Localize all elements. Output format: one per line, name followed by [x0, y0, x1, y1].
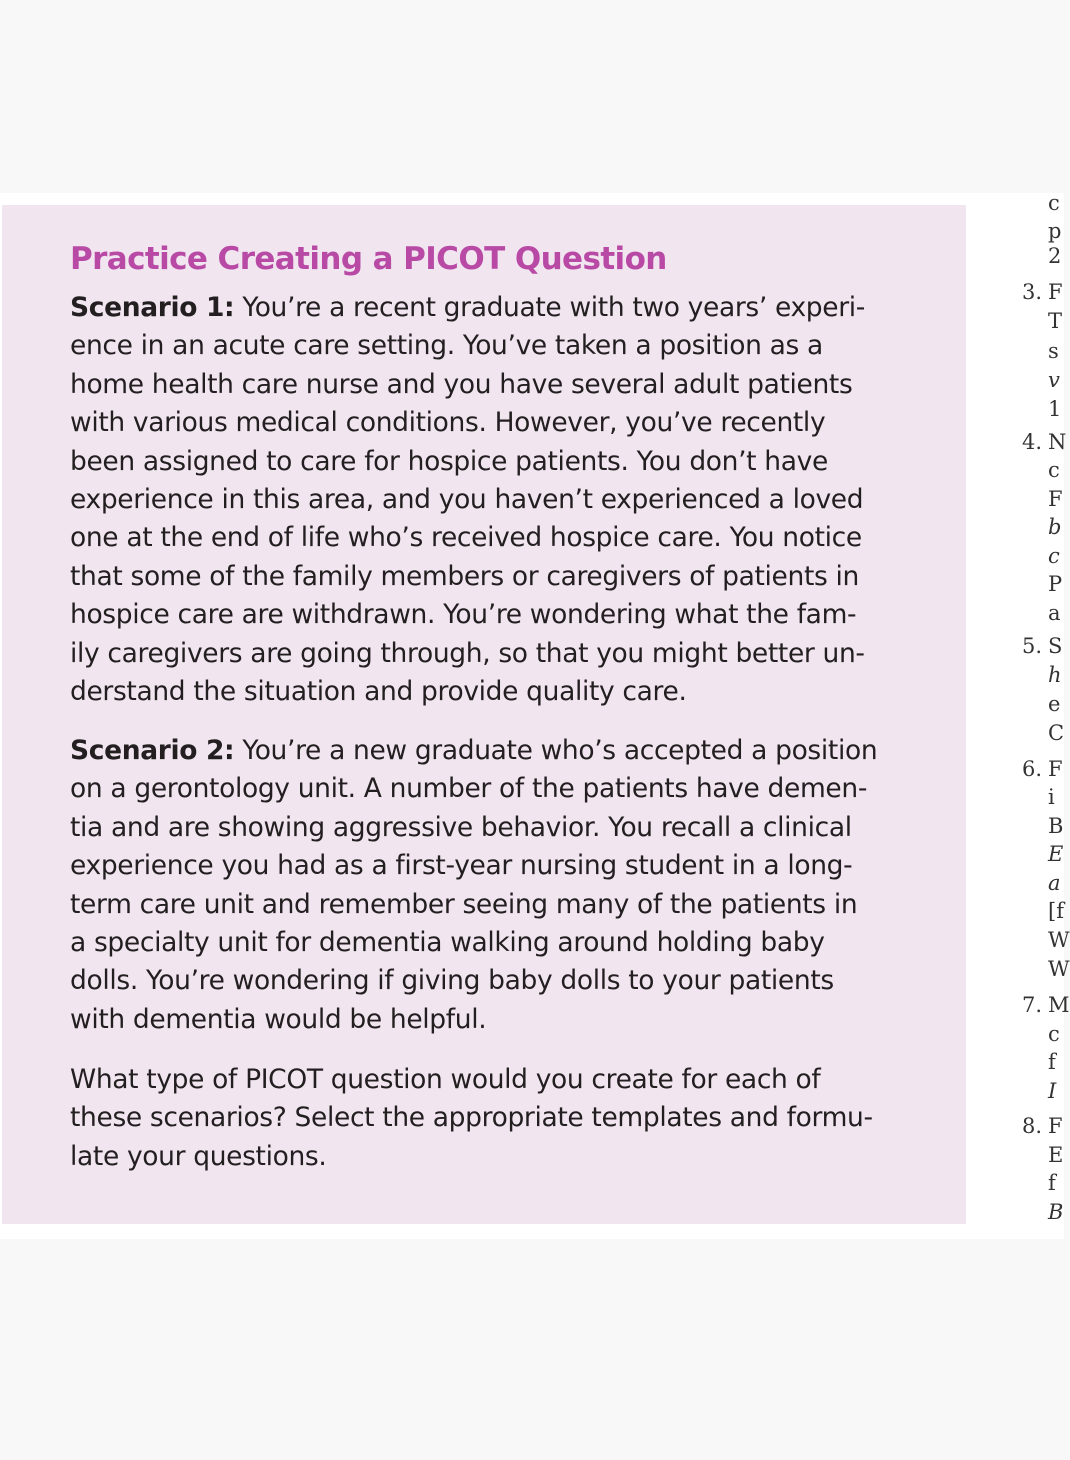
scenario-2-line: tia and are showing aggressive behavior. You recall a clinical [70, 811, 852, 843]
reference-fragment: c [1048, 458, 1060, 482]
question-line: What type of PICOT question would you create for each of [70, 1064, 821, 1095]
reference-fragment: F [1048, 280, 1063, 304]
scenario-1-paragraph [70, 289, 938, 711]
scenario-1-line: hospice care are withdrawn. You’re wondering what the fam- [70, 599, 857, 631]
reference-fragment: I [1048, 1079, 1057, 1103]
reference-number: 8. [1022, 1114, 1043, 1138]
scenario-1-line: ily caregivers are going through, so that you might better un- [70, 637, 865, 669]
reference-fragment: f [1048, 1171, 1056, 1195]
reference-number: 7. [1022, 993, 1043, 1017]
sidebar-title: Practice Creating a PICOT Question [70, 241, 667, 277]
reference-fragment: h [1048, 663, 1062, 687]
reference-fragment: N [1048, 430, 1067, 454]
reference-fragment: W [1048, 928, 1070, 952]
scenario-1-line: experience in this area, and you haven’t experienced a loved [70, 484, 864, 516]
reference-fragment: P [1048, 572, 1063, 596]
reference-number: 5. [1022, 634, 1043, 658]
question-line: late your questions. [70, 1140, 327, 1172]
reference-fragment: F [1048, 1114, 1063, 1138]
book-page [0, 191, 1070, 1239]
reference-list-column [1018, 191, 1070, 1239]
reference-fragment: W [1048, 957, 1070, 981]
reference-fragment: s [1048, 339, 1059, 363]
scenario-1-line: home health care nurse and you have several adult patients [70, 368, 853, 400]
reference-number: 3. [1022, 280, 1043, 304]
reference-fragment: T [1048, 309, 1063, 333]
reference-fragment: E [1048, 842, 1064, 866]
reference-fragment: i [1048, 785, 1055, 809]
reference-fragment: c [1048, 1022, 1060, 1046]
reference-fragment: B [1048, 1200, 1064, 1224]
reference-fragment: C [1048, 721, 1065, 745]
scenario-1-line: You’re a recent graduate with two years’ experi- [242, 292, 865, 323]
reference-fragment: [f [1048, 899, 1064, 923]
reference-fragment: p [1048, 219, 1062, 243]
reference-fragment: S [1048, 634, 1063, 658]
reference-fragment: v [1048, 368, 1060, 392]
reference-fragment: B [1048, 814, 1064, 838]
scenario-2-paragraph [70, 732, 938, 1039]
scenario-1-line: that some of the family members or caregivers of patients in [70, 560, 859, 592]
reference-fragment: 2 [1048, 244, 1062, 268]
scenario-2-line: a specialty unit for dementia walking around holding baby [70, 927, 825, 959]
scenario-1-line: with various medical conditions. However, you’ve recently [70, 407, 826, 439]
reference-fragment: M [1048, 993, 1070, 1017]
reference-fragment: b [1048, 515, 1062, 539]
reference-fragment: a [1048, 601, 1061, 625]
scenario-2-label: Scenario 2: [70, 735, 235, 766]
reference-number: 4. [1022, 430, 1043, 454]
question-line: these scenarios? Select the appropriate templates and formu- [70, 1102, 873, 1134]
reference-fragment: F [1048, 487, 1063, 511]
reference-fragment: a [1048, 871, 1061, 895]
scenario-2-line: experience you had as a first-year nursing student in a long- [70, 850, 853, 882]
scenario-2-line: dolls. You’re wondering if giving baby dolls to your patients [70, 965, 834, 997]
scenario-2-line: with dementia would be helpful. [70, 1003, 487, 1035]
scenario-2-line: on a gerontology unit. A number of the patients have demen- [70, 773, 868, 805]
scenario-2-line: term care unit and remember seeing many of the patients in [70, 888, 858, 920]
scenario-2-line: You’re a new graduate who’s accepted a position [242, 735, 878, 766]
scenario-1-line: been assigned to care for hospice patients. You don’t have [70, 445, 828, 477]
reference-number: 6. [1022, 757, 1043, 781]
practice-sidebar-box [2, 205, 966, 1224]
scenario-1-line: ence in an acute care setting. You’ve taken a position as a [70, 330, 823, 362]
scenario-1-line: one at the end of life who’s received hospice care. You notice [70, 522, 862, 554]
picot-question-paragraph [70, 1061, 938, 1176]
reference-fragment: c [1048, 544, 1060, 568]
reference-fragment: F [1048, 757, 1063, 781]
reference-fragment: e [1048, 692, 1061, 716]
scenario-1-line: derstand the situation and provide quality care. [70, 676, 687, 708]
reference-fragment: E [1048, 1143, 1064, 1167]
reference-fragment: f [1048, 1050, 1056, 1074]
scenario-1-label: Scenario 1: [70, 292, 235, 323]
reference-fragment: 1 [1048, 397, 1062, 421]
reference-fragment: c [1048, 191, 1060, 215]
